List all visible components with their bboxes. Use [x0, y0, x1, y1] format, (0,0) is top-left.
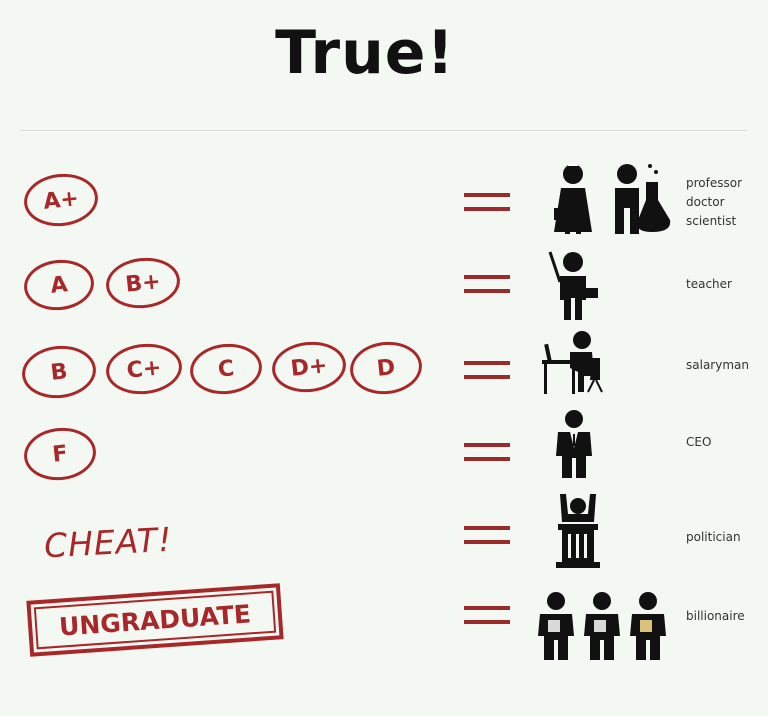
politician-podium-icon [556, 492, 600, 568]
grade-d: D [347, 338, 424, 397]
equals-sign [464, 361, 510, 381]
teacher-pointer-icon [546, 250, 602, 322]
cheat-stamp: CHEAT! [43, 519, 174, 566]
ceo-suit-icon [552, 408, 596, 480]
grade-a: A [22, 256, 97, 313]
grade-f: F [21, 424, 98, 483]
label-politician: politician [686, 530, 741, 544]
female-doctor-icon [550, 160, 620, 236]
grade-b: B [19, 342, 98, 401]
ungraduate-stamp [26, 583, 283, 657]
equals-sign [464, 526, 510, 546]
label-salaryman: salaryman [686, 358, 749, 372]
label-professor: professor [686, 176, 743, 190]
scientist-flask-icon [612, 160, 672, 236]
grade-a-plus: A+ [21, 170, 100, 229]
office-worker-desk-icon [540, 330, 606, 396]
divider [20, 130, 747, 131]
page-title: True! [275, 18, 455, 88]
equals-sign [464, 275, 510, 295]
equals-sign [464, 606, 510, 626]
label-teacher: teacher [686, 277, 732, 291]
three-businessmen-icon [534, 590, 670, 664]
label-ceo: CEO [686, 435, 712, 449]
grade-b-plus: B+ [104, 254, 183, 311]
label-scientist: scientist [686, 214, 737, 228]
grade-c: C [188, 340, 265, 397]
grade-c-plus: C+ [104, 340, 185, 398]
label-billionaire: billionaire [686, 609, 745, 623]
label-doctor: doctor [686, 195, 725, 209]
grade-d-plus: D+ [270, 338, 349, 395]
equals-sign [464, 193, 510, 213]
ungraduate-text: UNGRADUATE [58, 598, 252, 642]
equals-sign [464, 443, 510, 463]
